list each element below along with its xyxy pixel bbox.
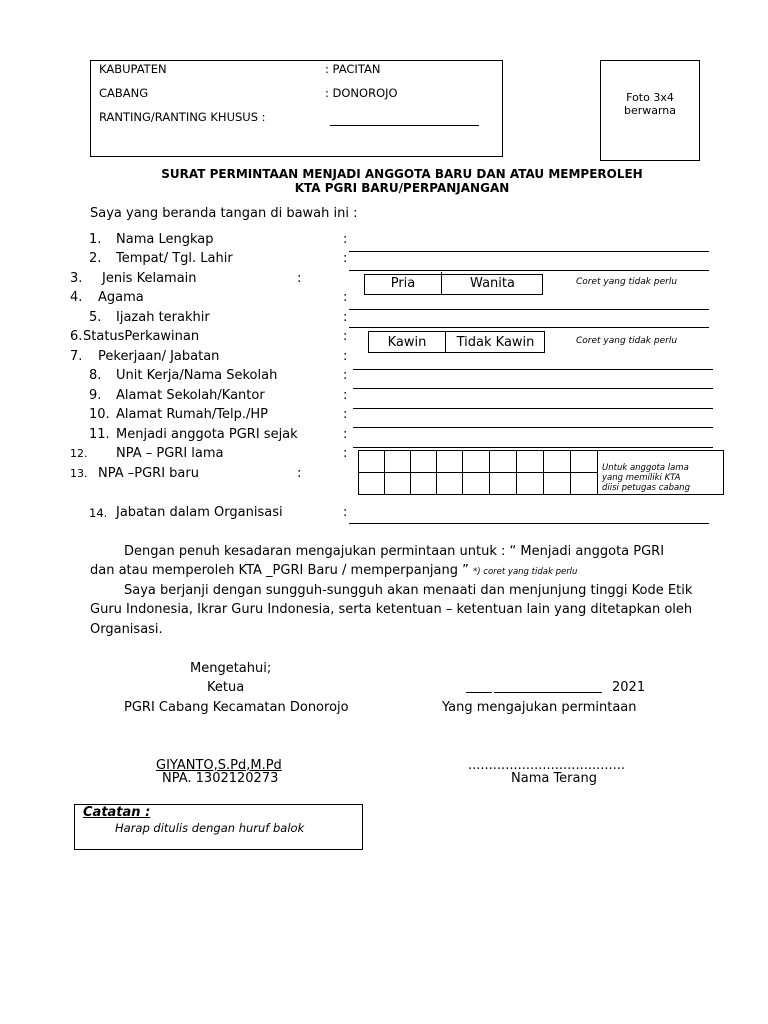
- field-num: 6.: [70, 329, 83, 344]
- field-colon: :: [343, 368, 348, 383]
- field-num: 5.: [89, 310, 102, 325]
- npa-grid: [358, 450, 598, 495]
- field-label-npa-baru: NPA –PGRI baru: [98, 466, 199, 481]
- field-colon: :: [343, 349, 348, 364]
- field-colon: :: [343, 232, 348, 247]
- field-colon: :: [343, 407, 348, 422]
- field-line-jabatan-organisasi[interactable]: [349, 523, 709, 524]
- field-colon: :: [297, 271, 302, 286]
- field-colon: :: [343, 329, 348, 344]
- npa-cell[interactable]: [516, 450, 544, 473]
- field-num: 14.: [89, 506, 108, 520]
- field-colon: :: [343, 251, 348, 266]
- field-line-tempat-lahir[interactable]: [349, 270, 709, 271]
- field-line-alamat-rumah[interactable]: [353, 427, 713, 428]
- npa-cell[interactable]: [570, 450, 598, 473]
- marital-options: [368, 331, 545, 353]
- field-line-agama[interactable]: [349, 309, 709, 310]
- date-line-month[interactable]: [494, 692, 602, 693]
- marital-option-tidak-kawin[interactable]: Tidak Kawin: [445, 332, 545, 352]
- body-p2-line2: Guru Indonesia, Ikrar Guru Indonesia, serta ketentuan – ketentuan lain yang ditetapkan oleh: [90, 602, 693, 617]
- field-colon: :: [343, 505, 348, 520]
- npa-cell[interactable]: [436, 472, 463, 495]
- field-num: 4.: [70, 290, 83, 305]
- field-line-pekerjaan[interactable]: [353, 369, 713, 370]
- field-label-anggota-sejak: Menjadi anggota PGRI sejak: [116, 427, 298, 442]
- title-line1: SURAT PERMINTAAN MENJADI ANGGOTA BARU DAN ATAU MEMPEROLEH: [161, 167, 643, 181]
- note-title: Catatan :: [83, 805, 151, 820]
- field-line-anggota-sejak[interactable]: [353, 447, 713, 448]
- body-p1-line2: [90, 564, 577, 579]
- mengetahui-text: Mengetahui;: [190, 661, 272, 676]
- npa-note-line2: yang memiliki KTA: [602, 473, 681, 483]
- npa-cell[interactable]: [570, 472, 598, 495]
- cabang-label: CABANG: [99, 86, 149, 100]
- ranting-label: RANTING/RANTING KHUSUS :: [99, 110, 266, 124]
- field-line-unit-kerja[interactable]: [353, 388, 713, 389]
- kabupaten-label: KABUPATEN: [99, 62, 167, 76]
- field-label-unit-kerja: Unit Kerja/Nama Sekolah: [116, 368, 278, 383]
- applicant-text: Yang mengajukan permintaan: [442, 700, 637, 715]
- title-line2: KTA PGRI BARU/PERPANJANGAN: [294, 181, 510, 195]
- applicant-name-dots[interactable]: ......................................: [468, 758, 626, 773]
- field-colon: :: [343, 388, 348, 403]
- field-colon: :: [297, 466, 302, 481]
- marital-option-kawin[interactable]: Kawin: [387, 334, 427, 350]
- npa-cell[interactable]: [489, 450, 517, 473]
- field-num: 13.: [70, 467, 88, 480]
- marital-note: Coret yang tidak perlu: [576, 336, 678, 346]
- npa-cell[interactable]: [543, 472, 571, 495]
- note-text: Harap ditulis dengan huruf balok: [115, 821, 305, 835]
- gender-option-wanita[interactable]: Wanita: [441, 272, 543, 294]
- ketua-text: Ketua: [207, 680, 245, 695]
- date-line-day[interactable]: [466, 692, 492, 693]
- npa-cell[interactable]: [543, 450, 571, 473]
- photo-label-line2: berwarna: [623, 104, 677, 117]
- signer-npa: NPA. 1302120273: [162, 771, 279, 786]
- field-colon: :: [343, 427, 348, 442]
- field-colon: :: [343, 310, 348, 325]
- kabupaten-value: : PACITAN: [325, 62, 381, 76]
- intro-text: Saya yang beranda tangan di bawah ini :: [90, 206, 358, 221]
- cabang-value: : DONOROJO: [325, 86, 398, 100]
- npa-note-line1: Untuk anggota lama: [602, 463, 689, 473]
- body-p1-text: dan atau memperoleh KTA _PGRI Baru / memperpanjang ”: [90, 563, 469, 578]
- npa-cell[interactable]: [410, 450, 437, 473]
- npa-cell[interactable]: [384, 472, 411, 495]
- gender-options: [364, 274, 543, 295]
- field-line-ijazah[interactable]: [349, 327, 709, 328]
- npa-cell[interactable]: [462, 450, 490, 473]
- cabang-text: PGRI Cabang Kecamatan Donorojo: [124, 700, 349, 715]
- field-num: 10.: [89, 407, 110, 422]
- nama-terang-text: Nama Terang: [511, 771, 597, 786]
- field-num: 7.: [70, 349, 83, 364]
- npa-cell[interactable]: [489, 472, 517, 495]
- signer-name: GIYANTO,S.Pd,M.Pd: [156, 758, 282, 773]
- field-label-nama: Nama Lengkap: [116, 232, 214, 247]
- npa-cell[interactable]: [462, 472, 490, 495]
- body-p1-note: *) coret yang tidak perlu: [473, 567, 578, 577]
- field-label-pekerjaan: Pekerjaan/ Jabatan: [98, 349, 220, 364]
- field-num: 2.: [89, 251, 102, 266]
- npa-cell[interactable]: [516, 472, 544, 495]
- field-colon: :: [343, 446, 348, 461]
- gender-note: Coret yang tidak perlu: [576, 277, 678, 287]
- field-label-ijazah: Ijazah terakhir: [116, 310, 210, 325]
- field-num: 12.: [70, 447, 88, 460]
- field-num: 11.: [89, 427, 110, 442]
- npa-note-line3: diisi petugas cabang: [602, 483, 690, 493]
- photo-label-line1: Foto 3x4: [626, 91, 674, 104]
- gender-option-pria[interactable]: Pria: [390, 275, 416, 291]
- year-text: 2021: [612, 680, 646, 695]
- field-label-tempat-lahir: Tempat/ Tgl. Lahir: [116, 251, 233, 266]
- body-p2-line3: Organisasi.: [90, 622, 163, 637]
- field-num: 3.: [70, 271, 83, 286]
- field-label-npa-lama: NPA – PGRI lama: [116, 446, 224, 461]
- field-label-jenis-kelamin: Jenis Kelamain: [102, 271, 197, 286]
- field-num: 9.: [89, 388, 102, 403]
- body-p2-line1: Saya berjanji dengan sungguh-sungguh akan menaati dan menjunjung tinggi Kode Etik: [124, 583, 693, 598]
- field-label-agama: Agama: [98, 290, 144, 305]
- field-label-alamat-sekolah: Alamat Sekolah/Kantor: [116, 388, 265, 403]
- field-line-alamat-sekolah[interactable]: [353, 408, 713, 409]
- npa-cell[interactable]: [358, 472, 385, 495]
- body-p1-line1: Dengan penuh kesadaran mengajukan permintaan untuk : “ Menjadi anggota PGRI: [124, 544, 665, 559]
- field-num: 8.: [89, 368, 102, 383]
- npa-cell[interactable]: [358, 450, 385, 473]
- field-label-alamat-rumah: Alamat Rumah/Telp./HP: [116, 407, 268, 422]
- field-num: 1.: [89, 232, 102, 247]
- field-label-status-perkawinan: StatusPerkawinan: [83, 329, 200, 344]
- npa-cell[interactable]: [410, 472, 437, 495]
- ranting-line[interactable]: [330, 125, 479, 126]
- field-line-nama[interactable]: [349, 251, 709, 252]
- field-label-jabatan-organisasi: Jabatan dalam Organisasi: [116, 505, 283, 520]
- npa-cell[interactable]: [436, 450, 463, 473]
- field-colon: :: [343, 290, 348, 305]
- npa-cell[interactable]: [384, 450, 411, 473]
